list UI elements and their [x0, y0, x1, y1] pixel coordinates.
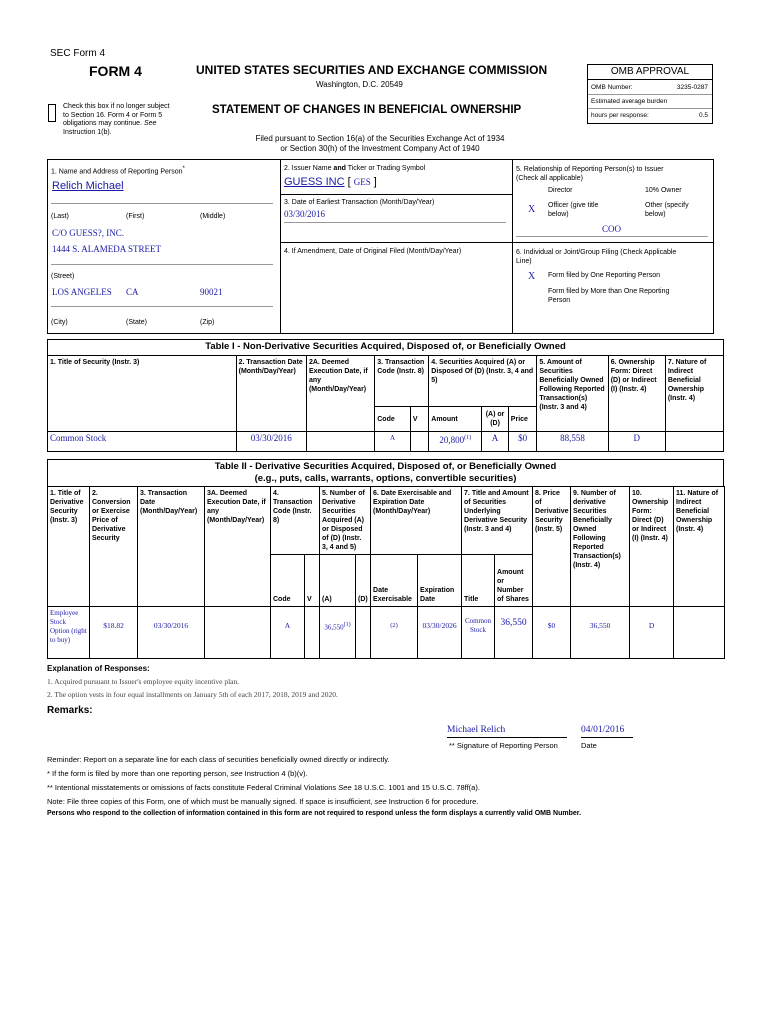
t1-sub-price: Price [508, 407, 537, 432]
filing-option-one: Form filed by One Reporting Person [548, 272, 661, 279]
t1-row-code: A [375, 432, 411, 452]
t2-h-deemed: 3A. Deemed Execution Date, if any (Month/Day/Year) [205, 487, 271, 607]
omb-title: OMB APPROVAL [588, 65, 712, 80]
date-label: Date [581, 741, 597, 750]
omb-approval-box [587, 64, 713, 124]
table2 [47, 486, 725, 659]
t1-row-date: 03/30/2016 [236, 432, 306, 452]
t2-sub-v: V [305, 555, 320, 607]
reporting-person-name[interactable]: Relich Michael [52, 180, 124, 192]
omb-burden-label: Estimated average burden [591, 98, 668, 105]
t1-h-deemed: 2A. Deemed Execution Date, if any (Month/Day/Year) [306, 356, 374, 432]
officer-check-mark[interactable]: X [528, 204, 536, 215]
t2-row-date: 03/30/2016 [138, 607, 205, 659]
state-caption: (State) [126, 319, 148, 326]
box5-label-line: 5. Relationship of Reporting Person(s) to Issuer [516, 166, 664, 173]
t1-row-owned: 88,558 [537, 432, 608, 452]
earliest-transaction-date: 03/30/2016 [284, 209, 326, 219]
t2-row-conversion: $18.82 [90, 607, 138, 659]
omb-hours-label: hours per response: [591, 112, 649, 119]
form-title: FORM 4 [89, 63, 142, 79]
filing-option-group [548, 287, 669, 305]
middle-caption: (Middle) [200, 213, 226, 220]
first-caption: (First) [126, 213, 145, 220]
t1-sub-v: V [410, 407, 428, 432]
address-line-2: 1444 S. ALAMEDA STREET [52, 244, 162, 254]
t1-row-form: D [608, 432, 665, 452]
t1-row-title: Common Stock [48, 432, 237, 452]
other-option [645, 201, 689, 219]
t1-h-ownership-form: 6. Ownership Form: Direct (D) or Indirect (I) (Instr. 4) [608, 356, 665, 432]
omb-number-label: OMB Number: [591, 84, 633, 91]
t2-row-nature [674, 607, 725, 659]
omb-number-value: 3235-0287 [676, 84, 708, 91]
remarks-title: Remarks: [47, 705, 93, 716]
checkbox-text-line: obligations may continue. See [63, 120, 157, 127]
one-person-check-mark[interactable]: X [528, 271, 536, 282]
t1-h-securities: 4. Securities Acquired (A) or Disposed Of (D) (Instr. 3, 4 and 5) [429, 356, 537, 407]
filed-line: or Section 30(h) of the Investment Company Act of 1940 [280, 144, 480, 153]
t2-row-owned: 36,550 [571, 607, 630, 659]
agency-title: UNITED STATES SECURITIES AND EXCHANGE COMMISSION [196, 63, 548, 77]
box5-label-line: (Check all applicable) [516, 175, 583, 182]
checkbox-text-line: Check this box if no longer subject [63, 103, 170, 110]
t1-h-date: 2. Transaction Date (Month/Day/Year) [236, 356, 306, 432]
t2-row-code: A [271, 607, 305, 659]
signature-date: 04/01/2016 [581, 725, 625, 735]
note-copies: Note: File three copies of this Form, one of which must be manually signed. If space is insufficient, see Instruction 6 for procedure. [47, 797, 479, 806]
box3-label: 3. Date of Earliest Transaction (Month/Day/Year) [284, 199, 435, 206]
t1-row-amount [429, 432, 482, 452]
t2-row-deemed [205, 607, 271, 659]
t2-h-code: 4. Transaction Code (Instr. 8) [271, 487, 320, 555]
t1-h-code: 3. Transaction Code (Instr. 8) [375, 356, 429, 407]
issuer-name[interactable]: GUESS INC [284, 176, 345, 188]
last-caption: (Last) [51, 213, 69, 220]
officer-title-value: COO [602, 224, 622, 234]
t2-h-number: 5. Number of Derivative Securities Acquired (A) or Disposed of (D) (Instr. 3, 4 and 5) [320, 487, 371, 555]
t2-sub-expiration: Expiration Date [418, 555, 462, 607]
table-row [48, 607, 725, 659]
note-multiple-persons: * If the form is filed by more than one reporting person, see Instruction 4 (b)(v). [47, 769, 308, 778]
zip-caption: (Zip) [200, 319, 215, 326]
zip-value: 90021 [200, 287, 223, 297]
table2-title-line: (e.g., puts, calls, warrants, options, convertible securities) [254, 472, 517, 484]
t2-sub-amount: Amount or Number of Shares [495, 555, 533, 607]
t2-row-underlying-amount: 36,550 [495, 607, 533, 659]
filing-option-group-line: Person [548, 297, 571, 304]
officer-option-line: below) [548, 211, 569, 218]
t2-sub-d: (D) [356, 555, 371, 607]
checkbox-text-line: to Section 16. Form 4 or Form 5 [63, 111, 163, 119]
sec-form-label: SEC Form 4 [50, 48, 106, 59]
ticker-symbol: GES [353, 177, 371, 187]
footnote-ref[interactable]: (1) [464, 435, 472, 441]
t2-h-underlying: 7. Title and Amount of Securities Underlying Derivative Security (Instr. 3 and 4) [462, 487, 533, 555]
signature-label: ** Signature of Reporting Person [449, 741, 558, 750]
t2-h-title: 1. Title of Derivative Security (Instr. 3) [48, 487, 90, 607]
footnote-ref[interactable]: (1) [343, 622, 351, 628]
table1 [47, 355, 724, 452]
footnote-1: 1. Acquired pursuant to Issuer's employee equity incentive plan. [47, 677, 240, 686]
statement-title: STATEMENT OF CHANGES IN BENEFICIAL OWNERSHIP [212, 104, 522, 116]
t1-sub-code: Code [375, 407, 411, 432]
note-misstatements: ** Intentional misstatements or omissions of facts constitute Federal Criminal Violations See 18 U.S.C. 1001 and 15 U.S.C. 78ff(a). [47, 783, 480, 792]
filed-pursuant [230, 134, 530, 154]
t1-row-aord: A [482, 432, 509, 452]
t1-h-title: 1. Title of Security (Instr. 3) [48, 356, 237, 432]
box6-label-line: 6. Individual or Joint/Group Filing (Check Applicable [516, 249, 677, 256]
issuer-line: GUESS INC [ GES ] [284, 176, 377, 188]
t1-h-nature: 7. Nature of Indirect Beneficial Ownership (Instr. 4) [665, 356, 723, 432]
checkbox-text-line: Instruction 1(b). [63, 128, 112, 136]
t2-row-exercisable[interactable]: (2) [371, 607, 418, 659]
officer-option-line: Officer (give title [548, 202, 599, 209]
t1-sub-aord: (A) or (D) [482, 407, 509, 432]
t1-row-price: $0 [508, 432, 537, 452]
footnote-2: 2. The option vests in four equal installments on January 5th of each 2017, 2018, 2019 and 2020. [47, 690, 338, 699]
address-line-1: C/O GUESS?, INC. [52, 228, 125, 238]
box5-label [516, 165, 663, 183]
signature-name: Michael Relich [447, 725, 506, 735]
filing-option-group-line: Form filed by More than One Reporting [548, 288, 670, 295]
street-caption: (Street) [51, 273, 75, 280]
t2-h-nature: 11. Nature of Indirect Beneficial Ownership (Instr. 4) [674, 487, 725, 607]
t2-sub-code: Code [271, 555, 305, 607]
t2-h-form: 10. Ownership Form: Direct (D) or Indirect (I) (Instr. 4) [630, 487, 674, 607]
t2-row-title: Employee Stock Option (right to buy) [48, 607, 90, 659]
t2-h-conversion: 2. Conversion or Exercise Price of Derivative Security [90, 487, 138, 607]
city-caption: (City) [51, 319, 68, 326]
omb-final-note: Persons who respond to the collection of information contained in this form are not required to respond unless the form displays a currently valid OMB Number. [47, 810, 582, 817]
t2-sub-a: (A) [320, 555, 356, 607]
t2-h-price: 8. Price of Derivative Security (Instr. 5) [533, 487, 571, 607]
box4-label: 4. If Amendment, Date of Original Filed (Month/Day/Year) [284, 248, 462, 255]
t1-h-amount-owned: 5. Amount of Securities Beneficially Owned Following Reported Transaction(s) (Instr. 3 and 4) [537, 356, 608, 432]
t2-h-owned: 9. Number of derivative Securities Beneficially Owned Following Reported Transaction(s) (Instr. 4) [571, 487, 630, 607]
t2-row-acquired [320, 607, 356, 659]
t1-row-deemed [306, 432, 374, 452]
officer-option [548, 201, 598, 219]
state-value: CA [126, 287, 139, 297]
t1-row-v [410, 432, 428, 452]
t2-row-form: D [630, 607, 674, 659]
checkbox-instructions [63, 103, 193, 137]
no-longer-subject-checkbox[interactable] [48, 104, 56, 122]
t1-row-amount-value: 20,800 [439, 435, 465, 445]
t1-row-nature [665, 432, 723, 452]
table2-title [47, 459, 724, 486]
filed-line: Filed pursuant to Section 16(a) of the Securities Exchange Act of 1934 [255, 134, 505, 143]
other-option-line: Other (specify [645, 202, 689, 209]
box6-label [516, 248, 676, 266]
box1-label: 1. Name and Address of Reporting Person* [51, 166, 185, 176]
director-option: Director [548, 187, 573, 194]
table2-title-line: Table II - Derivative Securities Acquired, Disposed of, or Beneficially Owned [214, 461, 557, 472]
agency-location: Washington, D.C. 20549 [316, 80, 403, 89]
table1-title: Table I - Non-Derivative Securities Acquired, Disposed of, or Beneficially Owned [47, 339, 724, 355]
t2-row-acquired-value: 36,550 [324, 623, 344, 632]
t2-h-date: 3. Transaction Date (Month/Day/Year) [138, 487, 205, 607]
t1-sub-amount: Amount [429, 407, 482, 432]
t2-sub-title: Title [462, 555, 495, 607]
ten-percent-owner-option: 10% Owner [645, 187, 682, 194]
city-value: LOS ANGELES [52, 287, 112, 297]
t2-h-dates: 6. Date Exercisable and Expiration Date (Month/Day/Year) [371, 487, 462, 555]
reminder-note: Reminder: Report on a separate line for each class of securities beneficially owned directly or indirectly. [47, 755, 390, 764]
explanation-title: Explanation of Responses: [47, 664, 150, 673]
t2-row-underlying-title: Common Stock [462, 607, 495, 659]
table-row [48, 432, 724, 452]
t2-row-price: $0 [533, 607, 571, 659]
box2-label: 2. Issuer Name and Ticker or Trading Symbol [284, 165, 426, 172]
t2-sub-date-exercisable: Date Exercisable [371, 555, 418, 607]
t2-row-expiration: 03/30/2026 [418, 607, 462, 659]
other-option-line: below) [645, 211, 666, 218]
t2-row-v [305, 607, 320, 659]
omb-hours-value: 0.5 [698, 112, 708, 119]
box6-label-line: Line) [516, 258, 532, 265]
t2-row-disposed [356, 607, 371, 659]
